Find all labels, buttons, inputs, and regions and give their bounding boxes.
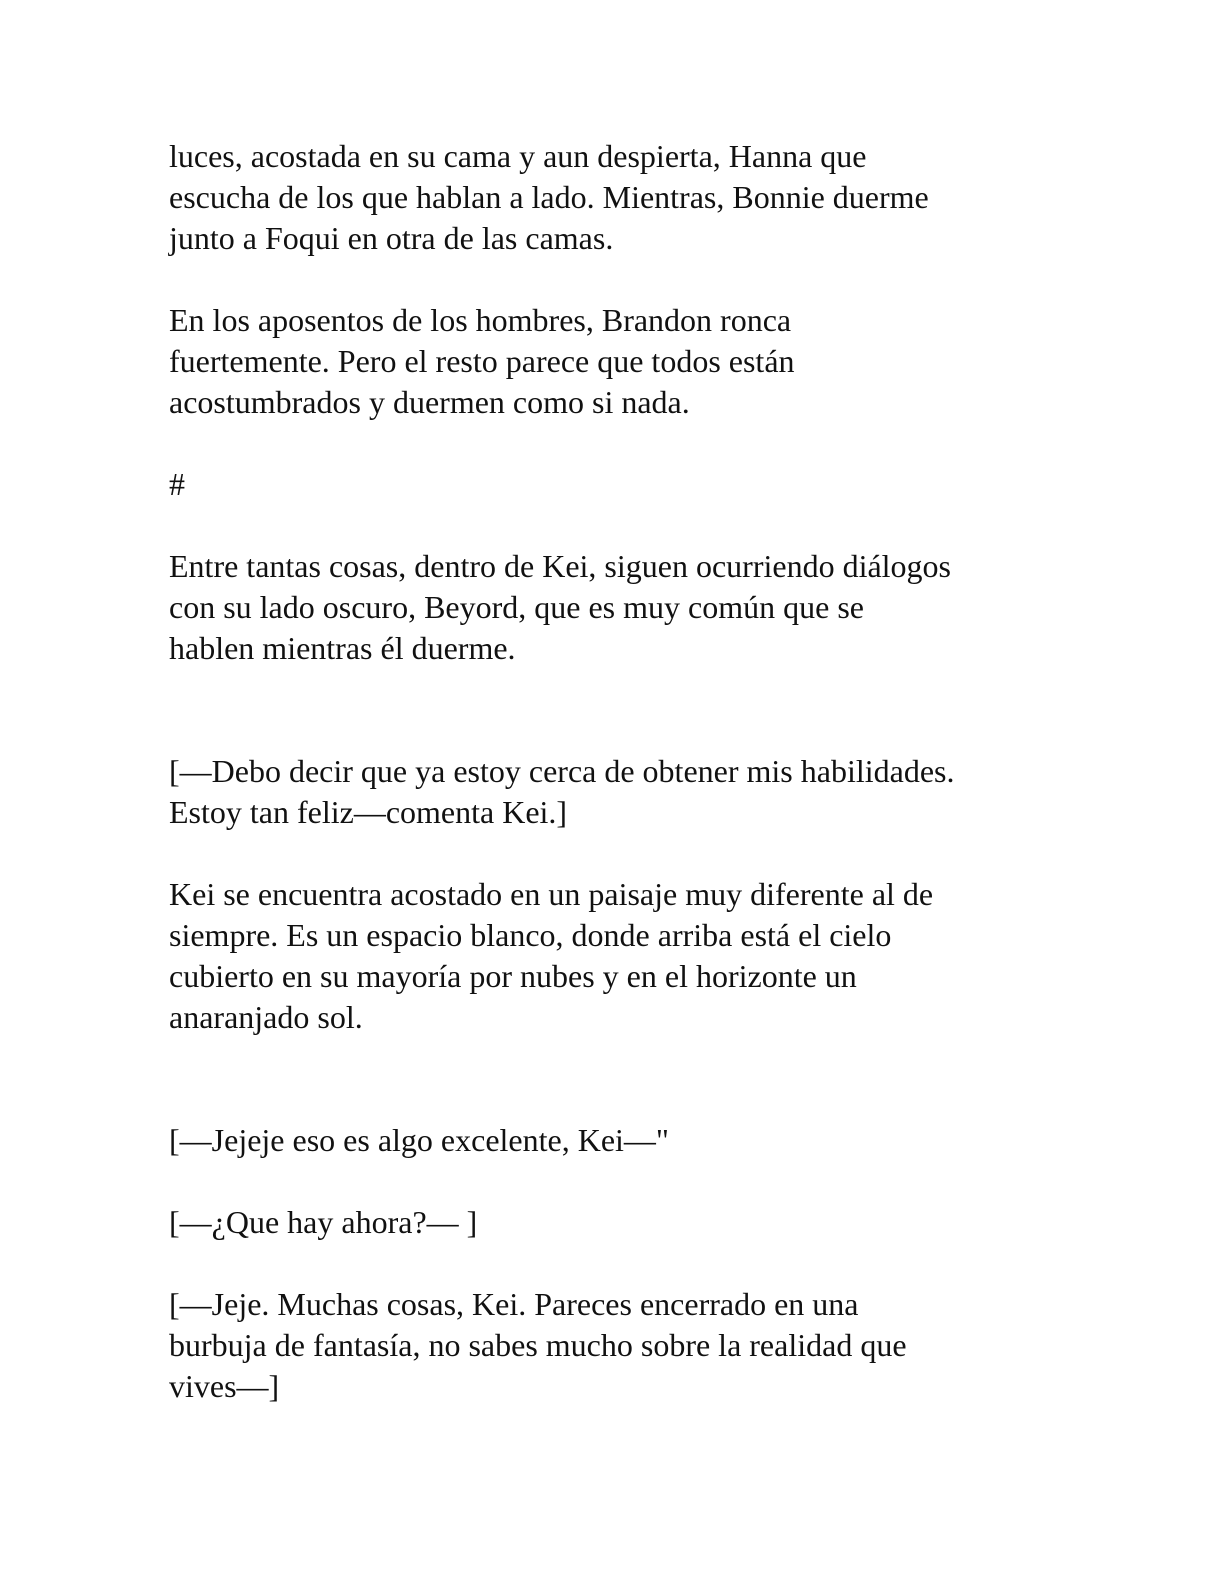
paragraph-2: En los aposentos de los hombres, Brandon ronca fuertemente. Pero el resto parece que todos están acostumbrados y duermen como si nada. [169, 302, 795, 420]
dialogue-2: [—Jejeje eso es algo excelente, Kei—" [169, 1122, 669, 1158]
document-body [169, 136, 1069, 1407]
paragraph-spacer [169, 1161, 1069, 1202]
paragraph-spacer [169, 1038, 1069, 1120]
paragraph-spacer [169, 669, 1069, 751]
dialogue-1: [—Debo decir que ya estoy cerca de obtener mis habilidades. Estoy tan feliz—comenta Kei.] [169, 753, 955, 830]
dialogue-4: [—Jeje. Muchas cosas, Kei. Pareces encerrado en una burbuja de fantasía, no sabes mucho sobre la realidad que vives—] [169, 1286, 907, 1404]
paragraph-1: luces, acostada en su cama y aun despierta, Hanna que escucha de los que hablan a lado. Mientras, Bonnie duerme junto a Foqui en otra de las camas. [169, 138, 929, 256]
paragraph-spacer [169, 505, 1069, 546]
paragraph-spacer [169, 259, 1069, 300]
paragraph-spacer [169, 1243, 1069, 1284]
paragraph-spacer [169, 423, 1069, 464]
dialogue-3: [—¿Que hay ahora?— ] [169, 1204, 478, 1240]
paragraph-4: Kei se encuentra acostado en un paisaje muy diferente al de siempre. Es un espacio blanco, donde arriba está el cielo cubierto en su mayoría por nubes y en el horizonte un anaranjado sol. [169, 876, 934, 1035]
paragraph-spacer [169, 833, 1069, 874]
paragraph-3: Entre tantas cosas, dentro de Kei, siguen ocurriendo diálogos con su lado oscuro, Beyord, que es muy común que se hablen mientras él duerme. [169, 548, 951, 666]
section-break: # [169, 466, 185, 502]
